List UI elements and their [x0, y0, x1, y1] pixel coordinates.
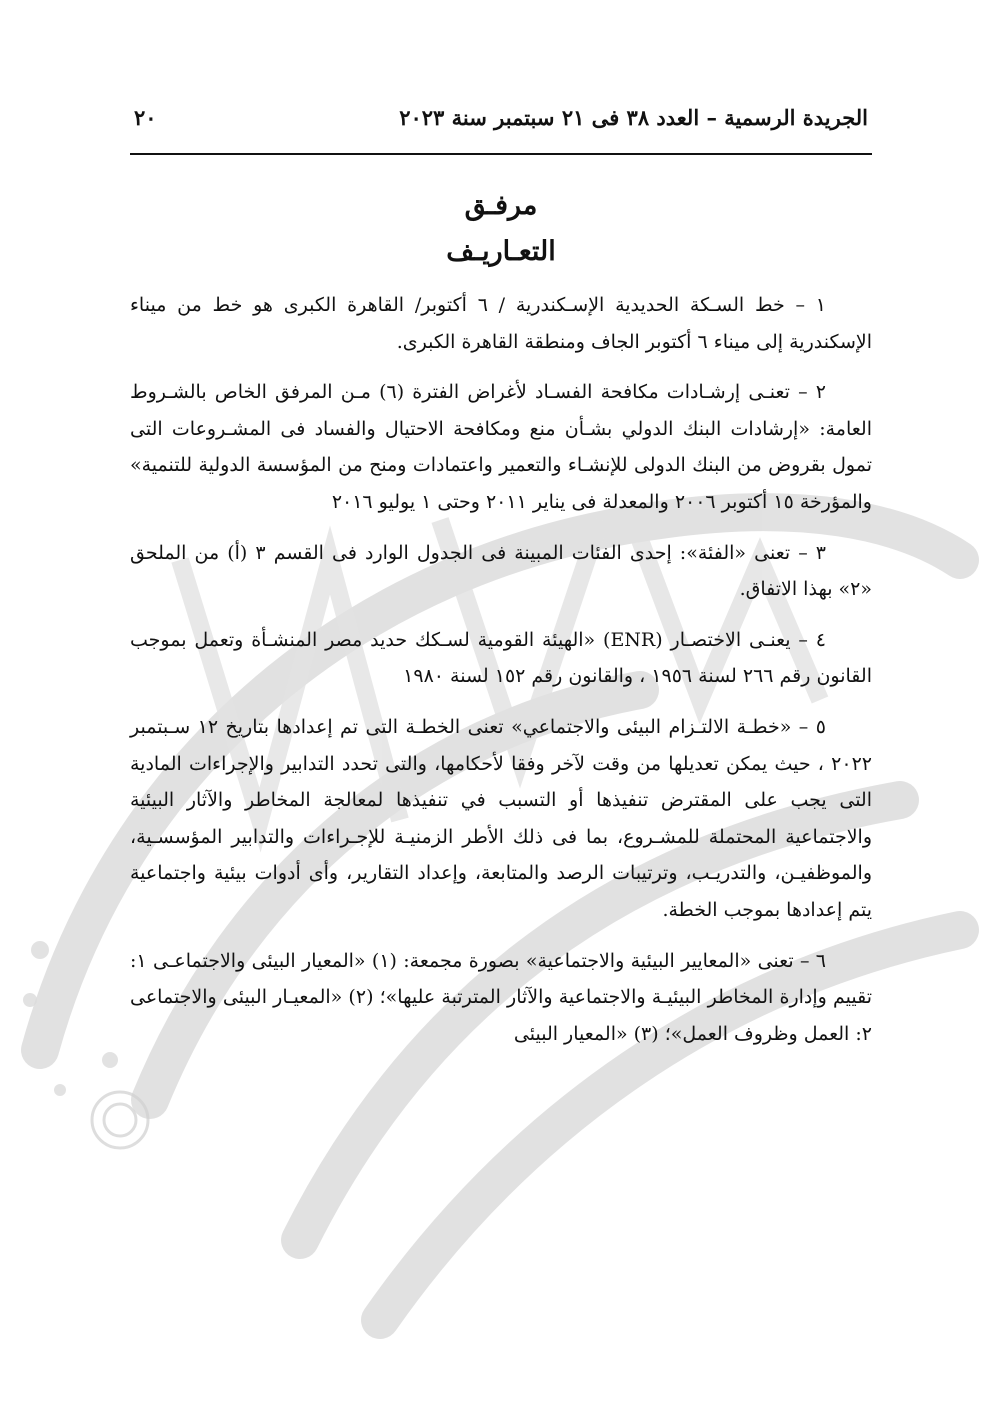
page-header	[130, 105, 872, 149]
section-heading: التعـاريـف	[446, 236, 556, 267]
definition-paragraph-5	[130, 709, 872, 929]
paragraph-text: ٣ – تعنى «الفئة»: إحدى الفئات المبينة فى الجدول الوارد فى القسم ٣ (أ) من الملحق «٢» بهذا الاتفاق.	[130, 541, 872, 601]
definition-paragraph-6	[130, 943, 872, 1053]
running-title: الجريدة الرسمية – العدد ٣٨ فى ٢١ سبتمبر سنة ٢٠٢٣	[399, 105, 868, 130]
definition-paragraph-1	[130, 287, 872, 360]
paragraph-text: ١ – خط السـكة الحديدية الإسـكندرية / ٦ أكتوبر/ القاهرة الكبرى هو خط من ميناء الإسكندرية إلى ميناء ٦ أكتوبر الجاف ومنطقة القاهرة الكبرى.	[130, 294, 872, 353]
definition-paragraph-4	[130, 622, 872, 695]
definition-paragraph-2	[130, 374, 872, 520]
paragraph-text: ٢ – تعنـى إرشـادات مكافحة الفسـاد لأغراض الفترة (٦) مـن المرفق الخاص بالشـروط العامة: «إرشادات البنك الدولي بشـأن منع ومكافحة الاحتيال والفساد فى المشـروعات التى تمول بقروض من البنك الدولى للإنشـاء والتعمير واعتمادات ومنح من المؤسسة الدولية للتنمية» والمؤرخة ١٥ أكتوبر ٢٠٠٦ والمعدلة فى يناير ٢٠١١ وحتى ١ يوليو ٢٠١٦	[130, 381, 872, 513]
page-number: ٢٠	[134, 105, 157, 130]
paragraph-text: ٦ – تعنى «المعايير البيئية والاجتماعية» بصورة مجمعة: (١) «المعيار البيئى والاجتماعـى ١: تقييم وإدارة المخاطر البيئيـة والاجتماعية والآثار المترتبة عليها»؛ (٢) «المعيـار البيئى والاجتماعى ٢: العمل وظروف العمل»؛ (٣) «المعيار البيئى	[130, 949, 872, 1045]
document-page	[130, 105, 872, 1066]
header-divider	[130, 153, 872, 155]
paragraph-text: ٥ – «خطـة الالتـزام البيئى والاجتماعي» تعنى الخطـة التى تم إعدادها بتاريخ ١٢ سـبتمبر ٢٠٢٢ ، حيث يمكن تعديلها من وقت لآخر وفقا لأحكامها، والتى تحدد التدابير والإجراءات المادية التى يجب على المقترض تنفيذها أو التسبب في تنفيذها لمعالجة المخاطر والآثار البيئية والاجتماعية المحتملة للمشـروع، بما فى ذلك الأطر الزمنيـة للإجـراءات والتدابير المؤسسـية، والموظفيـن، والتدريـب، وترتيبات الرصد والمتابعة، وإعداد التقارير، وأى أدوات بيئية واجتماعية يتم إعدادها بموجب الخطة.	[130, 715, 872, 921]
paragraph-text: ٤ – يعنـى الاختصـار (ENR) «الهيئة القومية لسـكك حديد مصر المنشـأة وتعمل بموجب القانون رقم ٢٦٦ لسنة ١٩٥٦ ، والقانون رقم ١٥٢ لسنة ١٩٨٠	[130, 628, 872, 688]
definition-paragraph-3	[130, 535, 872, 608]
document-title: مرفـق	[464, 190, 538, 221]
